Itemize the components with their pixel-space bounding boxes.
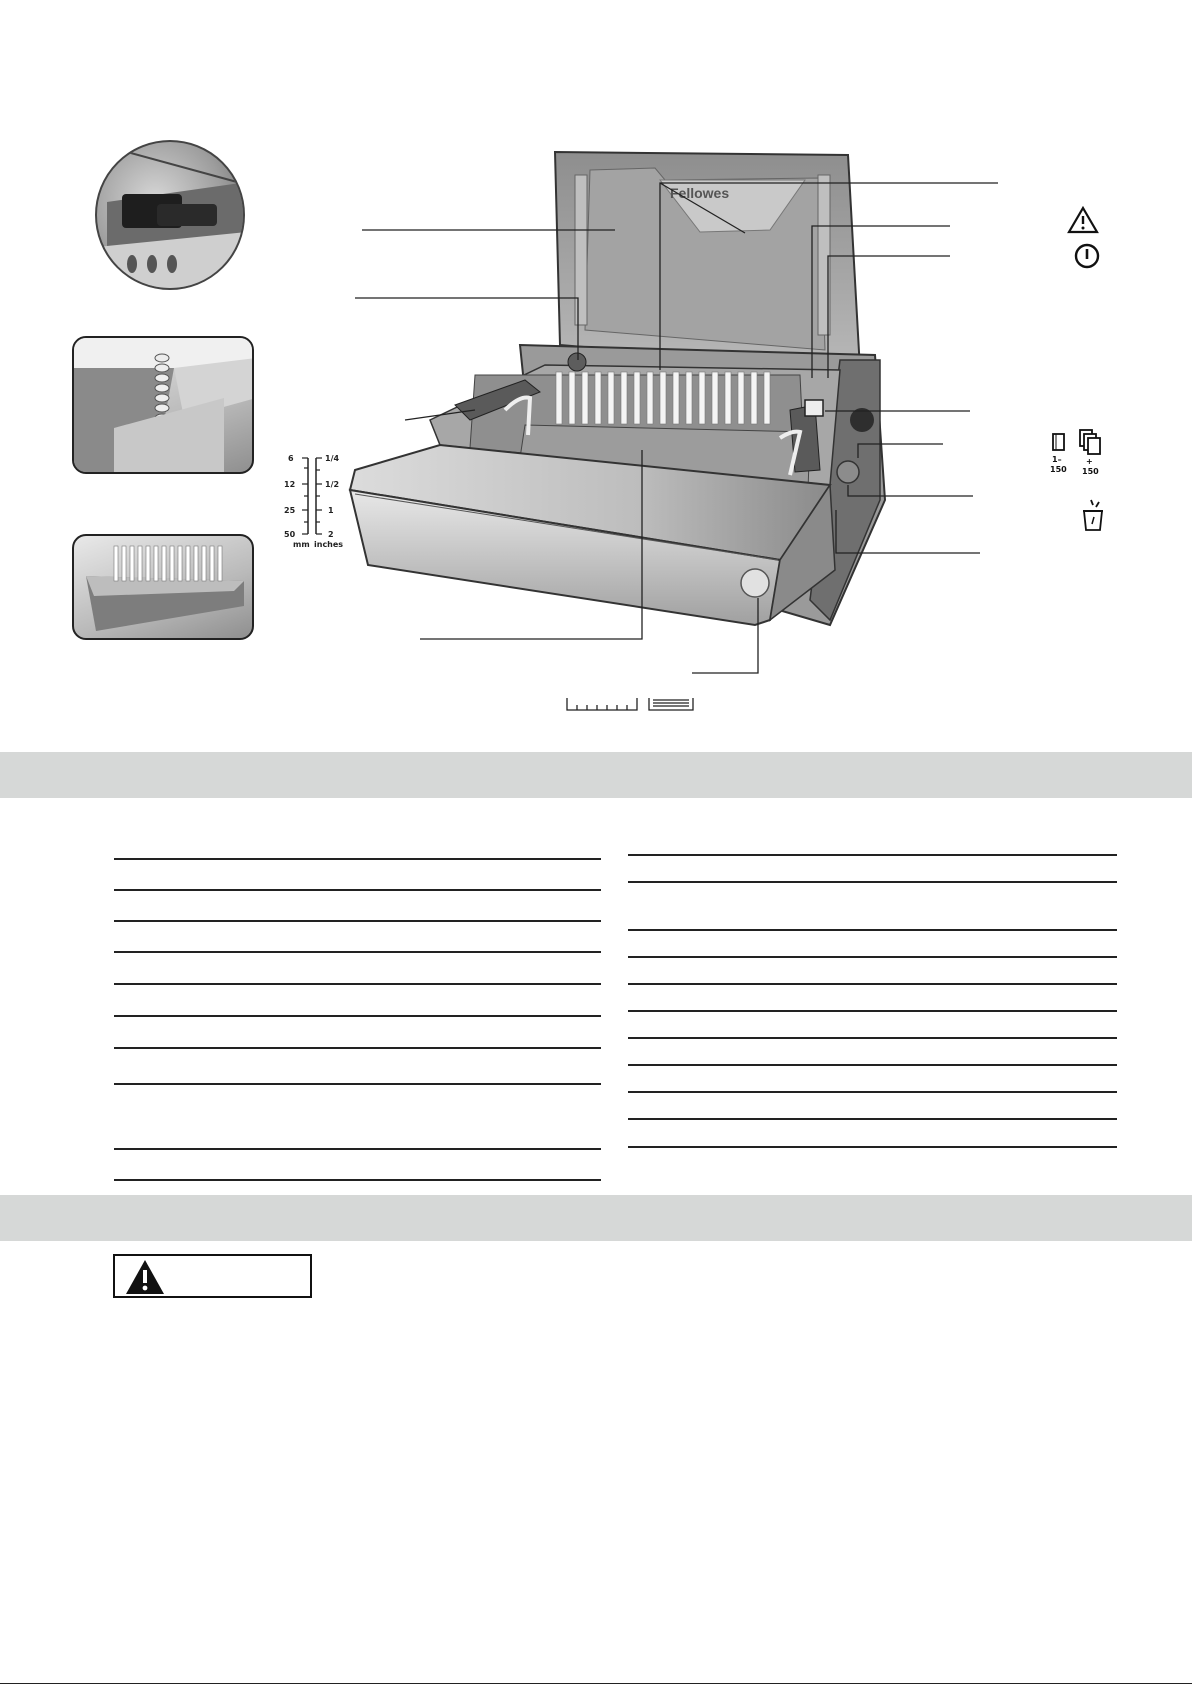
ruler-mm-unit: mm: [293, 540, 310, 548]
table-rule: [114, 920, 601, 922]
binding-machine-illustration: [0, 0, 1192, 740]
footer-rule: [0, 1683, 1192, 1684]
table-rule: [114, 1015, 601, 1017]
ruler-mm-50: 50: [284, 530, 296, 539]
table-rule: [628, 929, 1117, 931]
table-rule: [628, 881, 1117, 883]
table-rule: [628, 983, 1117, 985]
table-rule: [114, 858, 601, 860]
ruler-inch-one: 1: [328, 506, 334, 515]
table-rule: [114, 983, 601, 985]
ruler-inch-unit: inches: [314, 540, 344, 548]
waste-bin-icon: [1081, 498, 1105, 532]
table-rule: [114, 1047, 601, 1049]
ruler-mm-12: 12: [284, 480, 296, 489]
side-switch: [837, 461, 859, 483]
table-rule: [114, 1083, 601, 1085]
table-rule: [628, 1118, 1117, 1120]
table-rule: [628, 1091, 1117, 1093]
table-rule: [628, 1064, 1117, 1066]
sheets-less-bottom: 150: [1050, 465, 1067, 474]
table-rule: [114, 1179, 601, 1181]
sheets-more-top: +: [1086, 457, 1093, 466]
lid-brand-logo: Fellowes: [670, 185, 730, 201]
section-header-band: [0, 752, 1192, 798]
front-dial: [741, 569, 769, 597]
comb-ruler-icon: [567, 698, 637, 710]
table-rule: [628, 1037, 1117, 1039]
comb-fingers: [556, 372, 770, 424]
ruler-inch-quarter: 1/4: [325, 454, 340, 463]
measure-icons: [565, 694, 695, 716]
table-rule: [114, 1148, 601, 1150]
sheets-more-icon: [1076, 428, 1104, 476]
table-rule: [628, 1010, 1117, 1012]
warning-triangle-icon: [1067, 206, 1099, 234]
sheets-less-icon: [1048, 432, 1072, 476]
thickness-ruler: [276, 448, 346, 548]
safety-header-band: [0, 1195, 1192, 1241]
sheets-more-bottom: 150: [1082, 467, 1099, 476]
table-rule: [628, 956, 1117, 958]
paper-stack-icon: [649, 698, 693, 710]
warning-triangle-filled-icon: [123, 1257, 167, 1297]
ruler-inch-two: 2: [328, 530, 334, 539]
table-rule: [114, 889, 601, 891]
table-rule: [628, 854, 1117, 856]
ruler-mm-25: 25: [284, 506, 296, 515]
table-rule: [628, 1146, 1117, 1148]
ruler-inch-half: 1/2: [325, 480, 340, 489]
warning-label-box: [113, 1254, 312, 1298]
ruler-mm-6: 6: [288, 454, 294, 463]
power-icon: [1073, 242, 1101, 270]
sheets-less-top: 1–: [1052, 455, 1062, 464]
table-rule: [114, 951, 601, 953]
